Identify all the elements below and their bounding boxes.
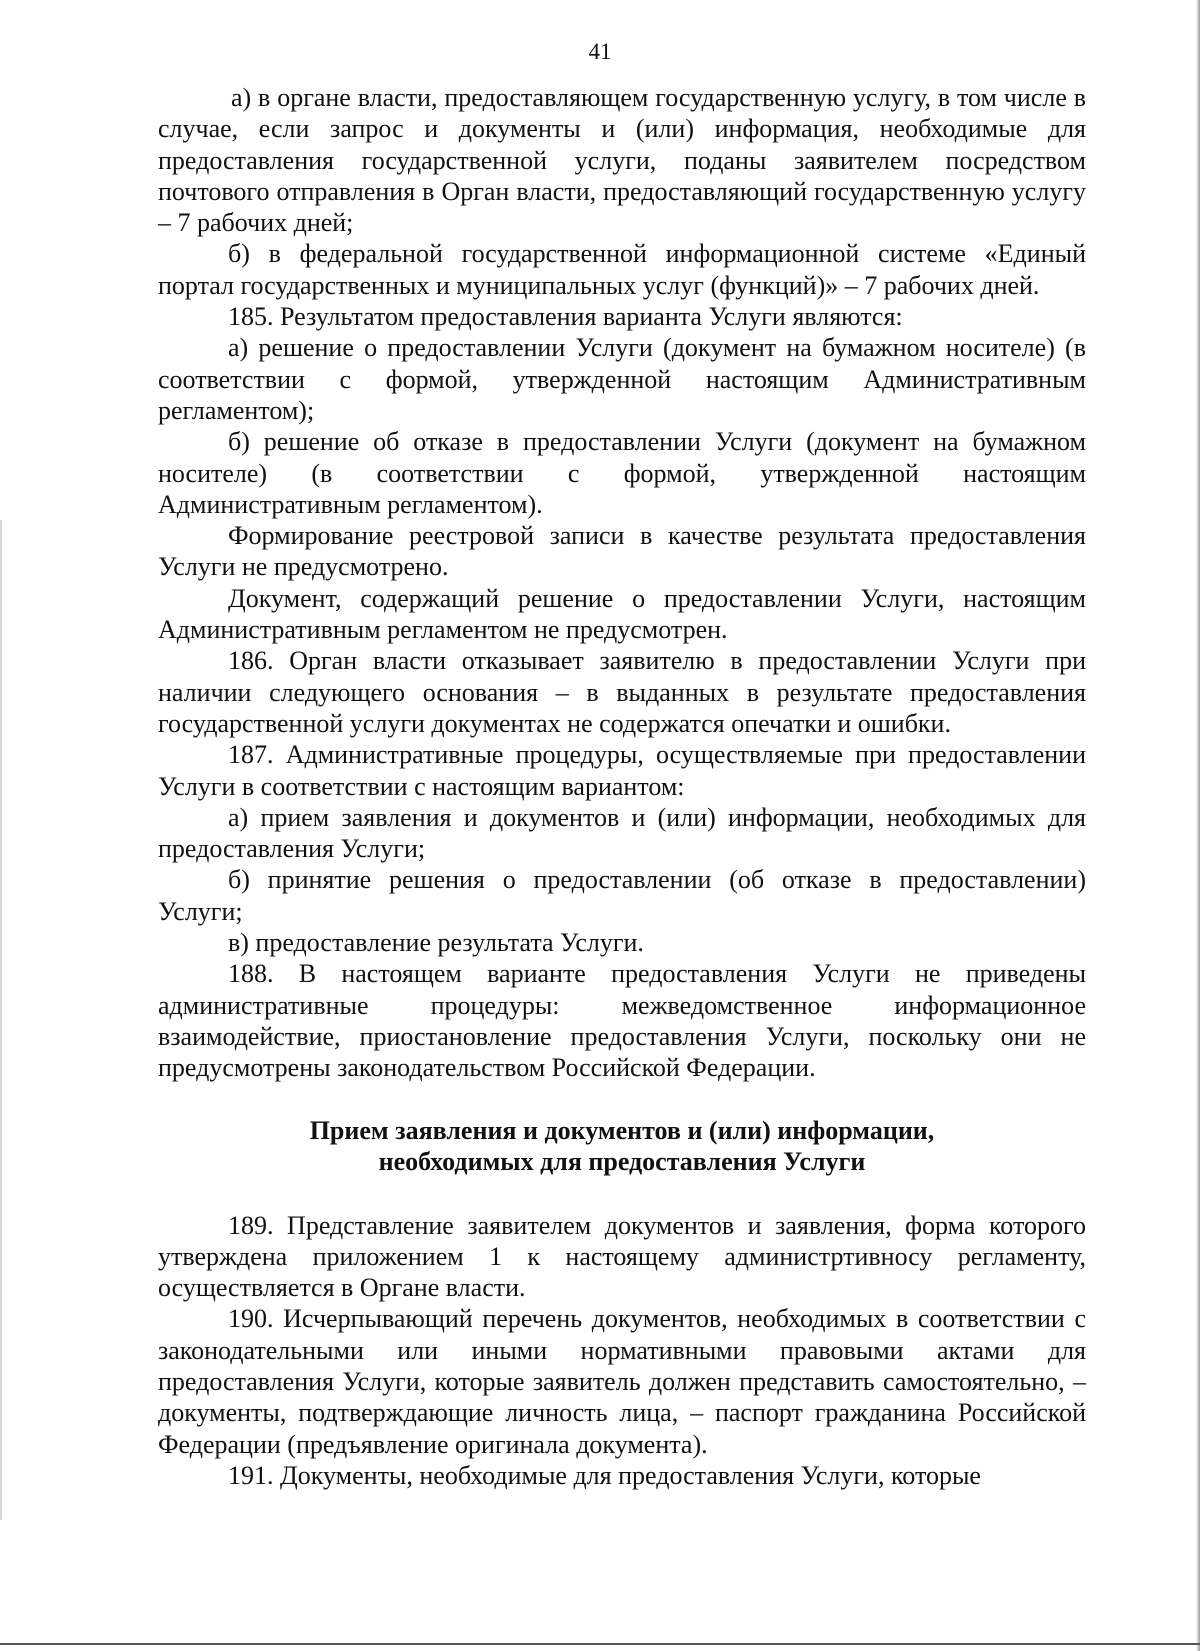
- page-number: 41: [588, 39, 612, 64]
- paragraph: 187. Административные процедуры, осуществляемые при предоставлении Услуги в соответствии с настоящим вариантом:: [158, 740, 1086, 801]
- paragraph: 185. Результатом предоставления варианта Услуги являются:: [228, 302, 903, 332]
- paragraph: б) принятие решения о предоставлении (об отказе в предоставлении) Услуги;: [158, 865, 1086, 926]
- paragraph: б) в федеральной государственной информационной системе «Единый портал государственных и муниципальных услуг (функций)» – 7 рабочих дней.: [158, 239, 1086, 300]
- scan-edge-mark: [0, 520, 2, 1520]
- section-heading: [158, 1115, 1086, 1178]
- paragraph: а) решение о предоставлении Услуги (документ на бумажном носителе) (в соответствии с формой, утвержденной настоящим Административным регламентом);: [158, 333, 1086, 425]
- scan-bottom-edge: [0, 1643, 1200, 1645]
- paragraph: Формирование реестровой записи в качестве результата предоставления Услуги не предусмотрено.: [158, 521, 1086, 582]
- paragraph: а) прием заявления и документов и (или) информации, необходимых для предоставления Услуги;: [158, 802, 1086, 864]
- document-body: [158, 82, 1086, 1491]
- paragraph: б) решение об отказе в предоставлении Услуги (документ на бумажном носителе) (в соответствии с формой, утвержденной настоящим Административным регламентом).: [158, 427, 1086, 519]
- section-heading-line: необходимых для предоставления Услуги: [378, 1147, 866, 1176]
- section-heading-line: Прием заявления и документов и (или) информации,: [309, 1115, 935, 1145]
- paragraph: Документ, содержащий решение о предоставлении Услуги, настоящим Административным регламентом не предусмотрен.: [158, 583, 1086, 645]
- paragraph: 189. Представление заявителем документов и заявления, форма которого утверждена приложением 1 к настоящему администртивносу регламенту, осуществляется в Органе власти.: [158, 1210, 1086, 1303]
- paragraph: 188. В настоящем варианте предоставления Услуги не приведены административные процедуры: межведомственное информационное взаимодействие, приостановление предоставления Услуги, поскольку они не предусмотрены законодательством Российской Федерации.: [158, 959, 1086, 1083]
- paragraph: а) в органе власти, предоставляющем государственную услугу, в том числе в случае, если запрос и документы и (или) информация, необходимые для предоставления государственной услуги, поданы заявителем посредством почтового отправления в Орган власти, предоставляющий государственную услугу – 7 рабочих дней;: [158, 83, 1086, 238]
- paragraph: 190. Исчерпывающий перечень документов, необходимых в соответствии с законодательными или иными нормативными правовыми актами для предоставления Услуги, которые заявитель должен представить самостоятельно, – документы, подтверждающие личность лица, – паспорт гражданина Российской Федерации (предъявление оригинала документа).: [158, 1304, 1086, 1459]
- paragraph: 186. Орган власти отказывает заявителю в предоставлении Услуги при наличии следующего основания – в выданных в результате предоставления государственной услуги документах не содержатся опечатки и ошибки.: [158, 646, 1086, 738]
- paragraph: в) предоставление результата Услуги.: [228, 928, 644, 958]
- paragraph: 191. Документы, необходимые для предоставления Услуги, которые: [228, 1460, 981, 1490]
- scan-edge-shadow: [1196, 0, 1200, 1651]
